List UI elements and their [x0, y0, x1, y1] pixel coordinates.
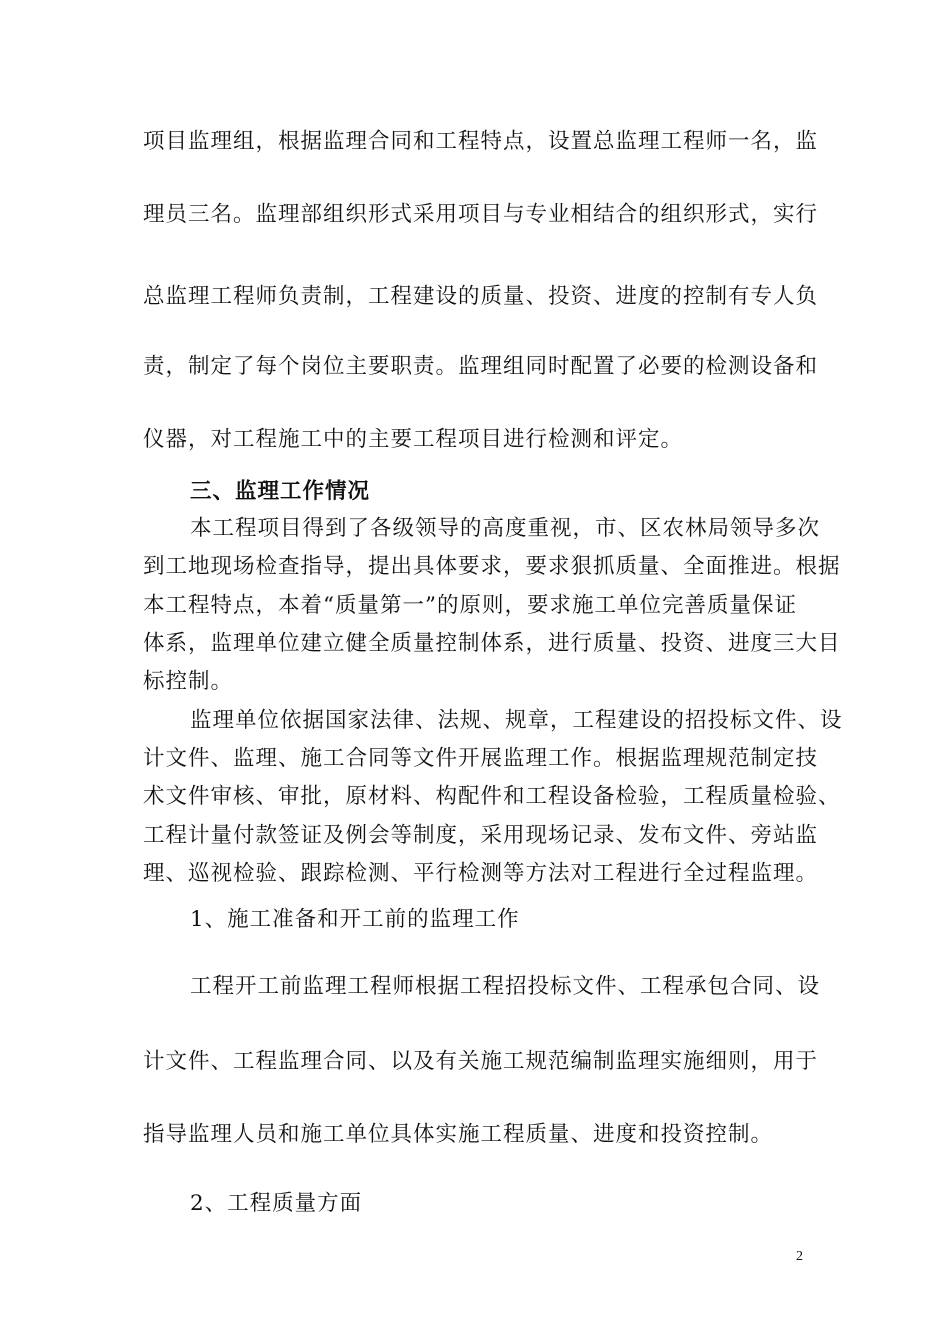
paragraph-line: 术文件审核、审批，原材料、构配件和工程设备检验，工程质量检验、 [143, 784, 841, 809]
paragraph-line: 责，制定了每个岗位主要职责。监理组同时配置了必要的检测设备和 [143, 354, 819, 379]
paragraph-line: 理、巡视检验、跟踪检测、平行检测等方法对工程进行全过程监理。 [143, 861, 819, 886]
paragraph-line: 工程计量付款签证及例会等制度，采用现场记录、发布文件、旁站监 [143, 823, 819, 848]
paragraph-line: 指导监理人员和施工单位具体实施工程质量、进度和投资控制。 [143, 1122, 774, 1147]
paragraph-line: 仪器，对工程施工中的主要工程项目进行检测和评定。 [143, 427, 684, 452]
paragraph-line: 项目监理组，根据监理合同和工程特点，设置总监理工程师一名，监 [143, 129, 819, 154]
subsection-heading: 2、工程质量方面 [190, 1191, 363, 1216]
paragraph-line: 本工程项目得到了各级领导的高度重视，市、区农林局领导多次 [190, 516, 821, 541]
paragraph-line: 本工程特点，本着“质量第一”的原则，要求施工单位完善质量保证 [143, 593, 797, 618]
paragraph-line: 监理单位依据国家法律、法规、规章，工程建设的招投标文件、设 [190, 708, 843, 733]
paragraph-line: 计文件、工程监理合同、以及有关施工规范编制监理实施细则，用于 [143, 1049, 819, 1074]
paragraph-line: 计文件、监理、施工合同等文件开展监理工作。根据监理规范制定技 [143, 746, 819, 771]
paragraph-line: 工程开工前监理工程师根据工程招投标文件、工程承包合同、设 [190, 974, 821, 999]
page-number: 2 [796, 1249, 803, 1264]
paragraph-line: 总监理工程师负责制，工程建设的质量、投资、进度的控制有专人负 [143, 284, 819, 309]
section-heading: 三、监理工作情况 [190, 479, 371, 504]
paragraph-line: 标控制。 [143, 669, 234, 694]
subsection-heading: 1、施工准备和开工前的监理工作 [190, 907, 520, 932]
paragraph-line: 到工地现场检查指导，提出具体要求，要求狠抓质量、全面推进。根据 [143, 554, 841, 579]
paragraph-line: 体系，监理单位建立健全质量控制体系，进行质量、投资、进度三大目 [143, 631, 841, 656]
paragraph-line: 理员三名。监理部组织形式采用项目与专业相结合的组织形式，实行 [143, 202, 819, 227]
